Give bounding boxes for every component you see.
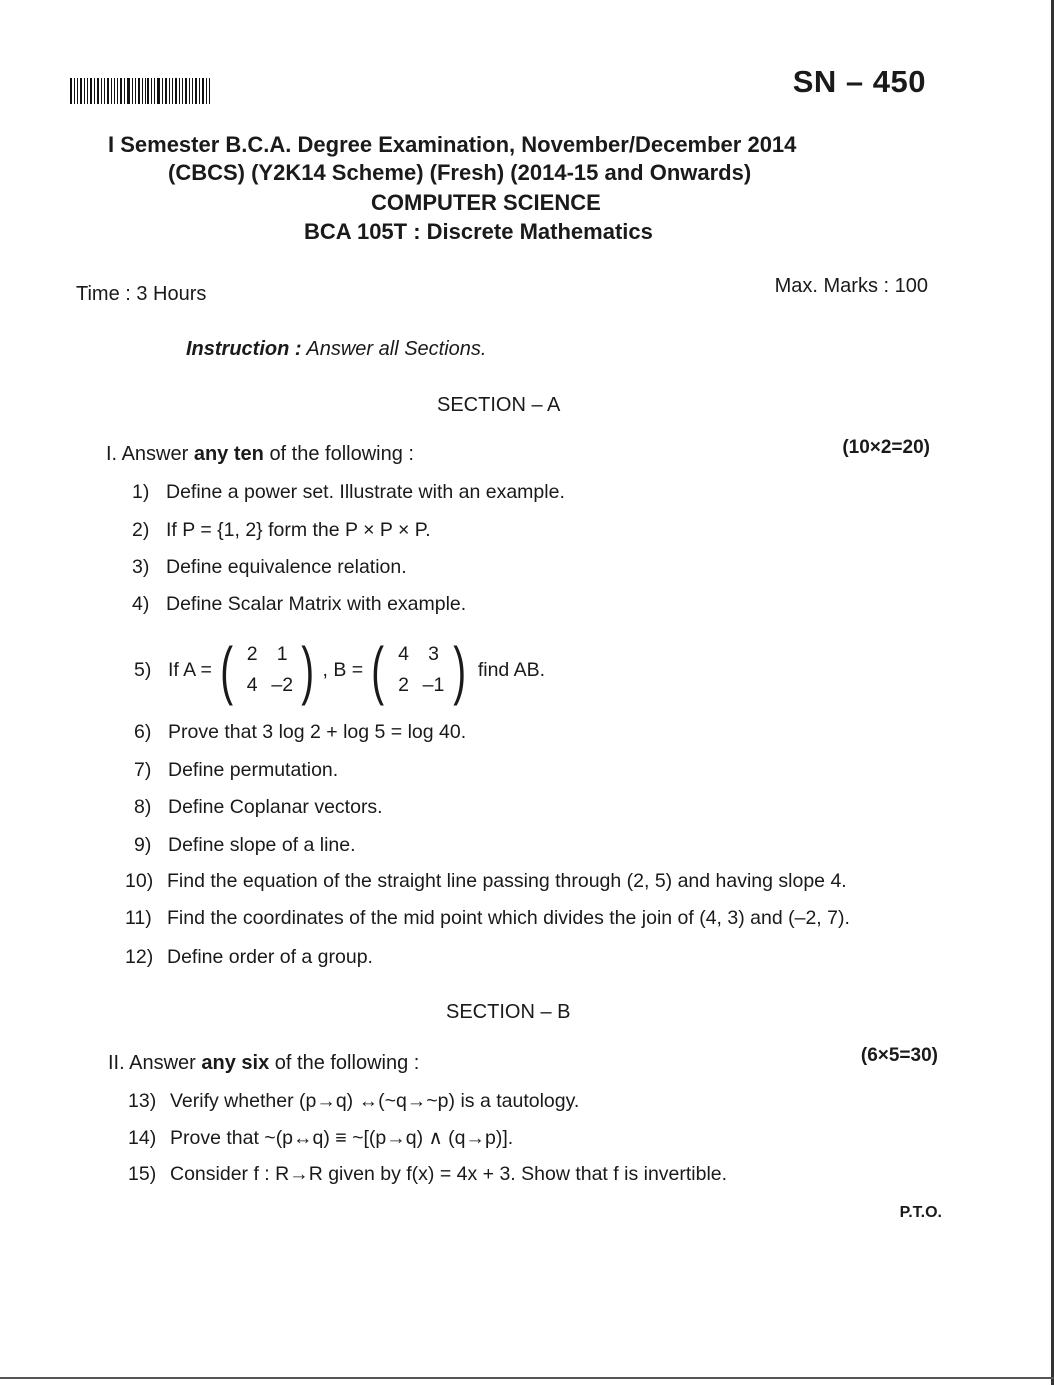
question-item xyxy=(132,481,565,504)
question-number: 10) xyxy=(125,870,154,892)
section-a-qnum: I. xyxy=(106,443,118,465)
barcode-bar xyxy=(80,78,82,104)
question-item xyxy=(128,1163,727,1186)
question-item xyxy=(128,1090,579,1113)
section-a-qpost: of the following : xyxy=(269,443,414,465)
matrix-b-cell: 4 xyxy=(398,643,409,665)
question-text: Consider f : R→R given by f(x) = 4x + 3. Show that f is invertible. xyxy=(170,1163,728,1185)
question-number: 12) xyxy=(125,946,154,968)
barcode xyxy=(70,78,212,104)
question-item xyxy=(125,907,850,930)
matrix-a-cell: 1 xyxy=(276,643,288,665)
barcode-bar xyxy=(147,78,149,104)
left-paren: ( xyxy=(220,634,233,706)
question-item xyxy=(134,834,356,857)
barcode-bar xyxy=(70,78,72,104)
question-item xyxy=(132,593,466,616)
section-a-qbold: any ten xyxy=(193,443,264,465)
barcode-bar xyxy=(157,78,160,104)
barcode-bar xyxy=(151,78,152,104)
question-text: Prove that ~(p↔q) ≡ ~[(p→q) ∧ (q→p)]. xyxy=(170,1127,514,1149)
barcode-bar xyxy=(107,78,109,104)
scan-edge-bottom xyxy=(0,1377,1054,1379)
matrix-question-tail: find AB. xyxy=(477,658,546,681)
barcode-bar xyxy=(94,78,95,104)
left-paren: ( xyxy=(371,634,385,706)
question-number: 3) xyxy=(132,556,150,578)
barcode-bar xyxy=(202,78,204,104)
barcode-bar xyxy=(90,78,93,104)
barcode-bar xyxy=(154,78,155,104)
barcode-bar xyxy=(192,78,193,104)
question-item xyxy=(134,721,466,744)
question-text: Define Scalar Matrix with example. xyxy=(166,593,467,615)
matrix-a xyxy=(216,634,319,706)
section-b-title: SECTION – B xyxy=(446,1001,571,1023)
matrix-b-cell: 3 xyxy=(428,643,439,665)
paper-code: SN – 450 xyxy=(792,64,926,99)
barcode-bar xyxy=(124,78,125,104)
question-item xyxy=(132,556,407,579)
right-paren: ) xyxy=(452,634,466,706)
section-a-title: SECTION – A xyxy=(437,394,561,416)
barcode-bar xyxy=(206,78,207,104)
barcode-bar xyxy=(182,78,183,104)
barcode-bar xyxy=(111,78,112,104)
exam-title-line-1: I Semester B.C.A. Degree Examination, November/December 2014 xyxy=(108,132,797,157)
barcode-bar xyxy=(185,78,187,104)
instruction-label: Instruction : xyxy=(186,338,302,360)
barcode-bar xyxy=(145,78,146,104)
question-number: 6) xyxy=(134,721,152,743)
question-text: Define equivalence relation. xyxy=(166,556,407,578)
question-number: 8) xyxy=(134,796,152,818)
barcode-bar xyxy=(114,78,115,104)
question-item xyxy=(134,759,338,782)
subject-title: COMPUTER SCIENCE xyxy=(371,190,601,215)
question-text: Verify whether (p→q) ↔(~q→~p) is a tautology. xyxy=(170,1090,580,1112)
question-item xyxy=(128,1126,513,1150)
section-b-qpost: of the following : xyxy=(274,1052,420,1074)
barcode-bar xyxy=(179,78,180,104)
question-text: Prove that 3 log 2 + log 5 = log 40. xyxy=(168,721,467,743)
section-b-marks: (6×5=30) xyxy=(860,1045,938,1066)
barcode-bar xyxy=(101,78,102,104)
matrix-a-label: If A = xyxy=(168,658,212,681)
barcode-bar xyxy=(199,78,200,104)
barcode-bar xyxy=(172,78,173,104)
matrix-b-label: , B = xyxy=(322,658,364,681)
question-text: Define permutation. xyxy=(168,759,339,781)
barcode-bar xyxy=(104,78,105,104)
barcode-bar xyxy=(117,78,118,104)
course-title: BCA 105T : Discrete Mathematics xyxy=(304,219,653,244)
question-item xyxy=(125,870,847,893)
section-a-marks: (10×2=20) xyxy=(842,437,930,458)
question-number: 9) xyxy=(134,834,152,856)
barcode-bar xyxy=(97,78,99,104)
question-number: 13) xyxy=(128,1090,157,1112)
question-item xyxy=(134,796,383,819)
barcode-bar xyxy=(127,78,130,104)
section-a-question xyxy=(106,443,414,466)
barcode-bar xyxy=(169,78,170,104)
section-b-question xyxy=(108,1052,419,1075)
barcode-bar xyxy=(175,78,177,104)
question-number: 1) xyxy=(132,481,150,503)
barcode-bar xyxy=(120,78,122,104)
barcode-bar xyxy=(84,78,85,104)
barcode-bar xyxy=(165,78,167,104)
section-b-qbold: any six xyxy=(201,1052,270,1074)
question-item-matrix xyxy=(134,634,546,706)
time-allowed: Time : 3 Hours xyxy=(76,283,207,305)
page-turn-over: P.T.O. xyxy=(899,1204,942,1221)
matrix-a-cell: 2 xyxy=(246,643,258,665)
matrix-b-cell: –1 xyxy=(422,674,445,696)
right-paren: ) xyxy=(301,634,315,706)
question-number: 15) xyxy=(128,1163,157,1185)
barcode-bar xyxy=(189,78,190,104)
section-b-qpre: Answer xyxy=(129,1052,196,1074)
barcode-bar xyxy=(135,78,136,104)
instruction-text: Answer all Sections. xyxy=(306,338,487,360)
question-number: 2) xyxy=(132,519,150,541)
section-b-qnum: II. xyxy=(108,1052,125,1074)
barcode-bar xyxy=(209,78,210,104)
exam-title-line-2: (CBCS) (Y2K14 Scheme) (Fresh) (2014-15 and Onwards) xyxy=(168,160,752,185)
barcode-bar xyxy=(87,78,88,104)
section-a-qpre: Answer xyxy=(121,443,189,465)
question-text: Define a power set. Illustrate with an example. xyxy=(166,481,565,503)
question-number: 7) xyxy=(134,759,152,781)
instruction xyxy=(186,338,486,361)
barcode-bar xyxy=(138,78,140,104)
barcode-bar xyxy=(77,78,78,104)
question-number: 4) xyxy=(132,593,150,615)
question-text: Define slope of a line. xyxy=(168,834,356,856)
barcode-bar xyxy=(195,78,198,104)
barcode-bar xyxy=(132,78,133,104)
question-text: If P = {1, 2} form the P × P × P. xyxy=(166,519,431,541)
question-text: Define order of a group. xyxy=(167,946,373,968)
matrix-a-cell: 4 xyxy=(246,674,258,696)
question-text: Find the equation of the straight line passing through (2, 5) and having slope 4. xyxy=(167,870,847,892)
question-number: 14) xyxy=(128,1127,157,1149)
matrix-a-cell: –2 xyxy=(271,674,294,696)
question-item xyxy=(125,946,373,969)
matrix-b-cell: 2 xyxy=(398,674,409,696)
barcode-bar xyxy=(162,78,163,104)
question-number: 11) xyxy=(125,907,152,929)
question-text: Find the coordinates of the mid point which divides the join of (4, 3) and (–2, 7). xyxy=(167,907,850,929)
matrix-b xyxy=(367,634,470,706)
max-marks: Max. Marks : 100 xyxy=(774,275,928,297)
question-number: 5) xyxy=(134,658,152,681)
question-item xyxy=(132,519,431,542)
barcode-bar xyxy=(142,78,143,104)
barcode-bar xyxy=(74,78,75,104)
question-text: Define Coplanar vectors. xyxy=(168,796,383,818)
